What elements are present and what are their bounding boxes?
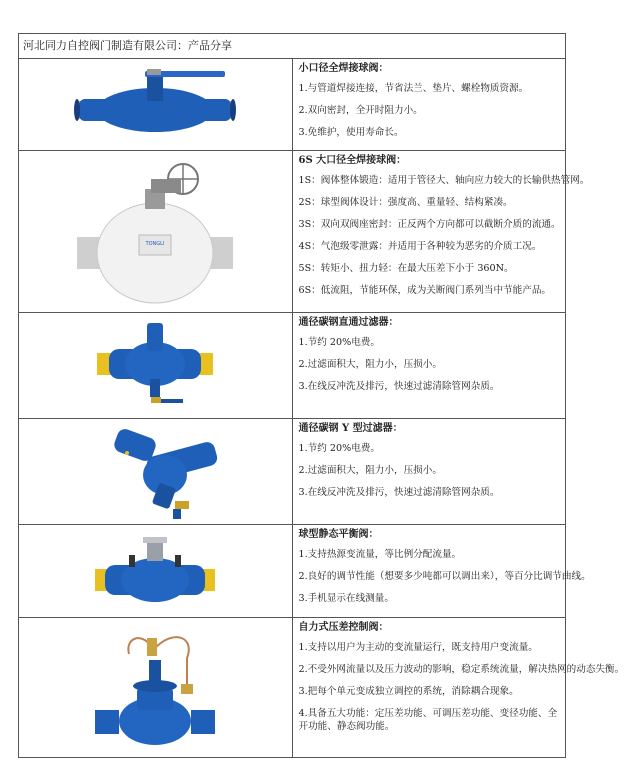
product-feature: 6S：低流阻，节能环保，成为关断阀门系列当中节能产品。 [298,285,552,296]
product-feature: 3.手机显示在线测量。 [298,593,394,604]
svg-text:TONGLI: TONGLI [145,241,165,247]
product-feature: 3S：双向双阀座密封：正反两个方向都可以截断介质的流通。 [298,219,561,230]
product-text-cell [292,59,566,151]
product-feature: 1.节约 20%电费。 [298,443,380,454]
product-feature: 3.把每个单元变成独立调控的系统，消除耦合现象。 [298,686,519,697]
product-title: 通径碳钢 Y 型过滤器： [298,423,403,434]
product-row [19,618,566,758]
product-feature: 1.支持热源变流量，等比例分配流量。 [298,549,462,560]
product-image-cell [19,419,293,525]
straight-filter-icon [55,313,255,415]
product-image-cell [19,525,293,618]
product-title: 自力式压差控制阀： [298,622,389,633]
product-feature: 3.在线反冲洗及排污，快速过滤清除管网杂质。 [298,381,500,392]
product-table [18,33,624,758]
product-feature: 1S：阀体整体锻造：适用于管径大、轴向应力较大的长输供热管网。 [298,175,590,186]
table-header: 河北同力自控阀门制造有限公司：产品分享 [19,34,566,59]
y-filter-icon [55,419,255,521]
product-feature: 3.免维护，使用寿命长。 [298,127,404,138]
product-feature: 2S：球型阀体设计：强度高、重量轻、结构紧凑。 [298,197,513,208]
product-row [19,151,566,313]
product-title: 球型静态平衡阀： [298,529,379,540]
product-feature: 2.不受外网流量以及压力波动的影响，稳定系统流量，解决热网的动态失衡。 [298,664,624,675]
product-title: 通径碳钢直通过滤器： [298,317,399,328]
product-title: 小口径全焊接球阀： [298,63,389,74]
product-row [19,525,566,618]
product-text-cell [292,618,624,758]
product-row [19,419,566,525]
large-welded-ball-valve-icon [55,151,255,309]
product-text-cell [292,313,566,419]
product-feature: 2.良好的调节性能（想要多少吨都可以调出来），等百分比调节曲线。 [298,571,591,582]
product-text-cell [292,525,591,618]
product-feature: 4S：气泡级零泄露：并适用于各种较为恶劣的介质工况。 [298,241,542,252]
product-image-cell [19,313,293,419]
product-feature: 1.与管道焊接连接，节省法兰、垫片、螺栓物质资源。 [298,83,529,94]
differential-pressure-valve-icon [55,618,255,754]
product-row [19,59,566,151]
product-row [19,313,566,419]
static-balance-valve-icon [55,525,255,615]
product-feature: 2.双向密封，全开时阻力小。 [298,105,423,116]
product-feature: 4.具备五大功能：定压差功能、可调压差功能、变径功能、全开功能、静态阀功能。 [298,708,558,732]
product-feature: 1.支持以用户为主动的变流量运行，既支持用户变流量。 [298,642,538,653]
product-image-cell [19,151,293,313]
product-feature: 1.节约 20%电费。 [298,337,380,348]
product-feature: 2.过滤面积大，阻力小，压损小。 [298,465,442,476]
product-feature: 2.过滤面积大，阻力小，压损小。 [298,359,442,370]
product-title: 6S 大口径全焊接球阀： [298,155,407,166]
product-feature: 5S：转矩小、扭力轻：在最大压差下小于 360N。 [298,263,514,274]
product-text-cell [292,151,590,313]
product-image-cell [19,618,293,758]
product-feature: 3.在线反冲洗及排污，快速过滤清除管网杂质。 [298,487,500,498]
product-text-cell [292,419,566,525]
product-image-cell [19,59,293,151]
small-welded-ball-valve-icon [55,59,255,147]
